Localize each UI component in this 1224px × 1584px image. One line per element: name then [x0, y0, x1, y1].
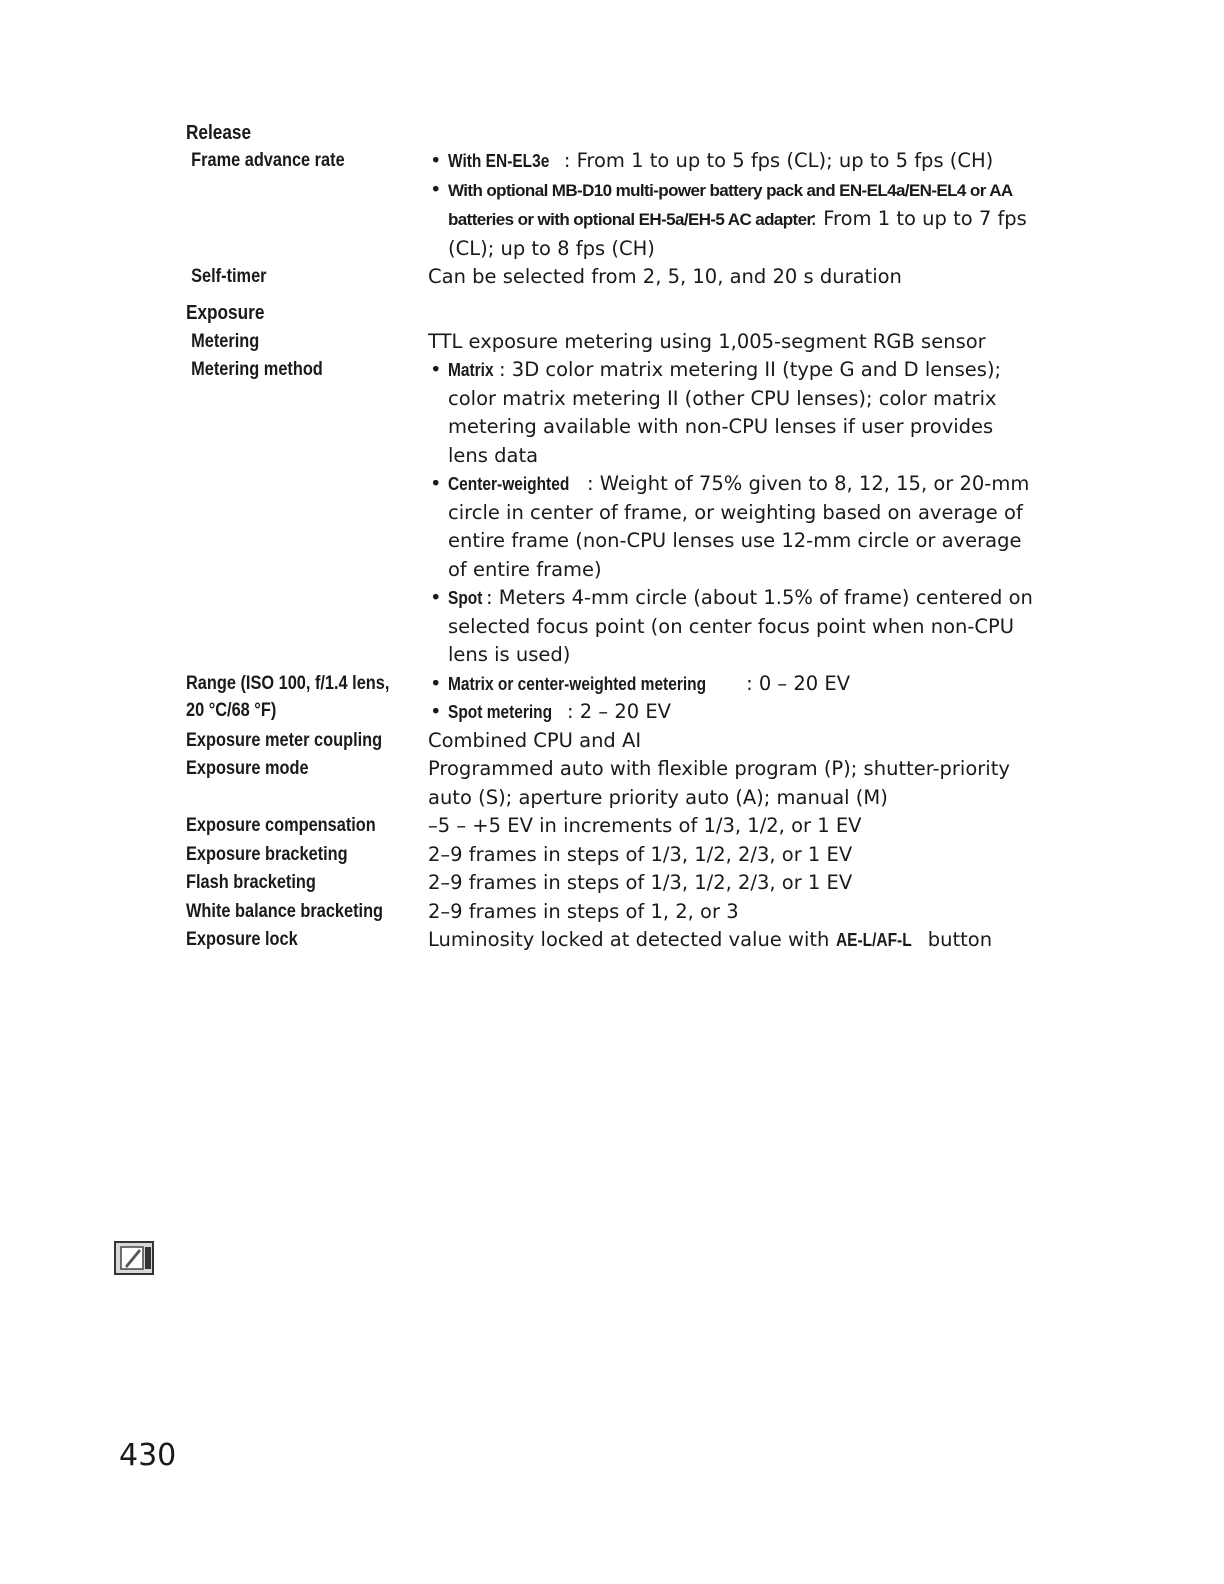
bullet-list	[428, 356, 1036, 670]
spec-row-self-timer	[186, 263, 1036, 292]
section-exposure	[186, 292, 1036, 327]
bullet-text: : Meters 4-mm circle (about 1.5% of frame) centered on selected focus point (on center focus point when non-CPU lens is used)	[448, 586, 1033, 666]
spec-value: button	[921, 928, 993, 951]
bullet-key: With EN-EL3e	[448, 151, 550, 171]
spec-value: Programmed auto with flexible program (P); shutter-priority auto (S); aperture priority auto (A); manual (M)	[428, 757, 1010, 809]
bullet-key: Center-weighted	[448, 474, 570, 494]
bullet-item	[428, 176, 1036, 264]
spec-label: Self-timer	[191, 266, 267, 287]
bullet-item	[428, 356, 1036, 470]
spec-label: Flash bracketing	[186, 872, 316, 893]
bullet-list	[428, 147, 1036, 263]
spec-value: TTL exposure metering using 1,005-segment RGB sensor	[428, 329, 986, 353]
spec-label: Frame advance rate	[191, 150, 345, 171]
bullet-key: Spot	[448, 588, 483, 608]
spec-row-metering	[186, 327, 1036, 357]
spec-row-wb-bracketing	[186, 898, 1036, 927]
spec-label: Range (ISO 100, f/1.4 lens,	[186, 672, 390, 694]
spec-row-meter-coupling	[186, 727, 1036, 756]
spec-label: 20 °C/68 °F)	[186, 699, 277, 721]
spec-value: 2–9 frames in steps of 1/3, 1/2, 2/3, or 1 EV	[428, 871, 853, 894]
spec-value: Can be selected from 2, 5, 10, and 20 s duration	[428, 265, 902, 288]
bullet-item	[428, 698, 1036, 727]
bullet-item	[428, 584, 1036, 670]
bullet-key: Spot metering	[448, 702, 553, 722]
section-heading-exposure: Exposure	[186, 301, 265, 324]
spec-row-exposure-bracketing	[186, 841, 1036, 870]
spec-label: Metering	[191, 330, 260, 352]
page-number: 430	[119, 1438, 177, 1473]
spec-value: 2–9 frames in steps of 1, 2, or 3	[428, 899, 739, 923]
section-release	[186, 118, 1036, 147]
spec-row-frame-advance	[186, 147, 1036, 263]
bullet-text: : Weight of 75% given to 8, 12, 15, or 20-mm circle in center of frame, or weighting based on average of entire frame (non-CPU lenses use 12-mm circle or average of entire frame)	[448, 472, 1030, 581]
bullet-key: Matrix or center-weighted metering	[448, 673, 707, 694]
bullet-item	[428, 670, 1036, 699]
spec-row-exposure-mode	[186, 755, 1036, 812]
spec-row-metering-method	[186, 356, 1036, 670]
section-heading-release: Release	[186, 122, 252, 144]
button-name: AE-L/AF-L	[835, 930, 912, 950]
spec-label: Metering method	[191, 359, 323, 380]
spec-value: Luminosity locked at detected value with	[428, 928, 836, 951]
bullet-text: : 3D color matrix metering II (type G and D lenses); color matrix metering II (other CPU lenses); color matrix metering available with non-CPU lenses if user provides lens data	[448, 358, 1002, 467]
bullet-text: : From 1 to up to 7 fps (CL); up to 8 fps (CH)	[448, 207, 1027, 260]
spec-value: 2–9 frames in steps of 1/3, 1/2, 2/3, or 1 EV	[428, 842, 853, 866]
spec-label: Exposure meter coupling	[186, 729, 383, 751]
spec-row-exposure-lock	[186, 926, 1036, 955]
spec-row-compensation	[186, 812, 1036, 841]
bullet-item	[428, 470, 1036, 584]
spec-value: –5 – +5 EV in increments of 1/3, 1/2, or 1 EV	[428, 814, 862, 837]
spec-label: Exposure mode	[186, 758, 309, 779]
bullet-list	[428, 670, 1036, 727]
spec-label: White balance bracketing	[186, 900, 384, 922]
bullet-key: Matrix	[448, 360, 494, 380]
spec-row-range	[186, 670, 1036, 727]
bullet-text: : From 1 to up to 5 fps (CL); up to 5 fps (CH)	[563, 149, 994, 172]
bullet-text: : 0 – 20 EV	[746, 671, 851, 695]
bullet-text: : 2 – 20 EV	[567, 700, 672, 723]
bullet-key: With optional MB-D10 multi-power battery pack and EN-EL4a/EN-EL4 or AA batteries or with optional EH-5a/EH-5 AC adapter	[448, 180, 1012, 229]
notes-tab-icon	[113, 1239, 157, 1277]
spec-label: Exposure bracketing	[186, 843, 348, 865]
spec-label: Exposure compensation	[186, 815, 376, 836]
spec-label: Exposure lock	[186, 929, 298, 950]
spec-row-flash-bracketing	[186, 869, 1036, 898]
spec-table	[186, 118, 1036, 955]
spec-value: Combined CPU and AI	[428, 728, 642, 752]
bullet-item	[428, 147, 1036, 176]
